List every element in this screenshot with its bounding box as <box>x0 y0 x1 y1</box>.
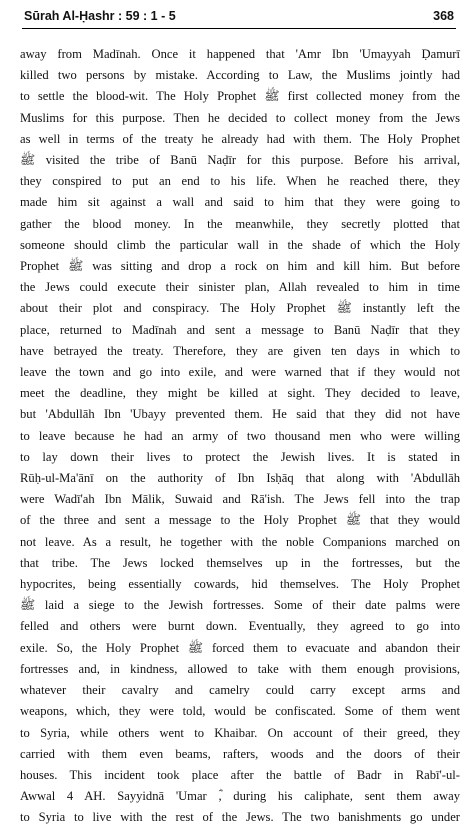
text-line: away from Madīnah. Once it happened that 'Amr Ibn 'Umayyah Ḍamurī <box>20 47 460 61</box>
text-line: exile. So, the Holy Prophet ﷺ forced them to evacuate and abandon their <box>20 640 460 655</box>
page-number: 368 <box>433 9 454 23</box>
text-line: about their plot and conspiracy. The Holy Prophet ﷺ instantly left the <box>20 301 460 316</box>
text-line: meet the deadline, they might be killed at sight. They decided to leave, <box>20 386 460 401</box>
text-line: Awwal 4 AH. Sayyidnā 'Umar ؓ, during his caliphate, sent them away <box>20 789 460 804</box>
text-line: killed two persons by mistake. According to Law, the Muslims jointly had <box>20 68 460 83</box>
text-line: leave the town and go into exile, and were warned that if they would not <box>20 365 460 380</box>
text-line: gather the blood money. In the meanwhile, they secretly plotted that <box>20 216 460 231</box>
text-line: to Syria to live with the rest of the Jews. The two banishments go under <box>20 810 460 825</box>
text-line: someone should climb the particular wall in the shade of which the Holy <box>20 237 460 252</box>
text-line: not leave. As a result, he together with the noble Companions marched on <box>20 534 460 549</box>
text-line: weapons, which, they were told, would be confiscated. Some of them went <box>20 704 460 719</box>
text-line: place, returned to Madīnah and sent a message to Banū Naḍīr that they <box>20 322 460 337</box>
text-line: to leave because he had an army of two thousand men who were willing <box>20 428 460 443</box>
text-line: Muslims for this purpose. Then he decided to collect money from the Jews <box>20 110 460 125</box>
text-line: to settle the blood-wit. The Holy Prophet ﷺ first collected money from the <box>20 89 460 104</box>
text-line: Prophet ﷺ was sitting and drop a rock on him and kill him. But before <box>20 259 460 274</box>
text-line: felled and others were burnt down. Eventually, they agreed to go into <box>20 619 460 634</box>
text-line: were Wadī'ah Ibn Mālik, Suwaid and Rā'ish. The Jews fell into the trap <box>20 492 460 507</box>
text-line: to lay down their lives to protect the Jewish lives. It is stated in <box>20 449 460 464</box>
text-line: of the three and sent a message to the Holy Prophet ﷺ that they would <box>20 513 461 528</box>
text-line: ﷺ laid a siege to the Jewish fortresses. Some of their date palms were <box>20 598 460 613</box>
running-title: Sūrah Al-Ḥashr : 59 : 1 - 5 <box>24 9 176 23</box>
text-line: they conspired to put an end to his life. When he reached there, they <box>20 174 460 189</box>
text-line: Rūḥ-ul-Ma'ānī on the authority of Ibn Isḥāq that along with 'Abdullāh <box>20 471 460 486</box>
text-line: hypocrites, being essentially cowards, hid themselves. The Holy Prophet <box>20 577 460 592</box>
text-line: that tribe. The Jews locked themselves up in the fortresses, but the <box>20 555 460 570</box>
text-line: fortresses and, in kindness, allowed to take with them enough provisions, <box>20 661 460 676</box>
text-line: have betrayed the treaty. Therefore, they are given ten days in which to <box>20 343 460 358</box>
text-line: to Syria, while others went to Khaibar. On account of their greed, they <box>20 725 460 740</box>
text-line: as well in terms of the treaty he already had with them. The Holy Prophet <box>20 131 460 146</box>
text-line: but 'Abdullāh Ibn 'Ubayy prevented them. He said that they did not have <box>20 407 460 422</box>
text-line: ﷺ visited the tribe of Banū Naḍīr for this purpose. Before his arrival, <box>20 153 460 168</box>
page-header <box>22 2 456 29</box>
text-line: the Jews could execute their sinister plan, Allah revealed to him in time <box>20 280 460 295</box>
text-line: whatever their cavalry and camelry could carry except arms and <box>20 683 460 698</box>
text-line: made him sit against a wall and said to him that they were going to <box>20 195 460 210</box>
body-text <box>20 44 460 829</box>
text-line: carried with them even beams, rafters, woods and the doors of their <box>20 746 460 761</box>
text-line: houses. This incident took place after the battle of Badr in Rabī'-ul- <box>20 767 460 782</box>
